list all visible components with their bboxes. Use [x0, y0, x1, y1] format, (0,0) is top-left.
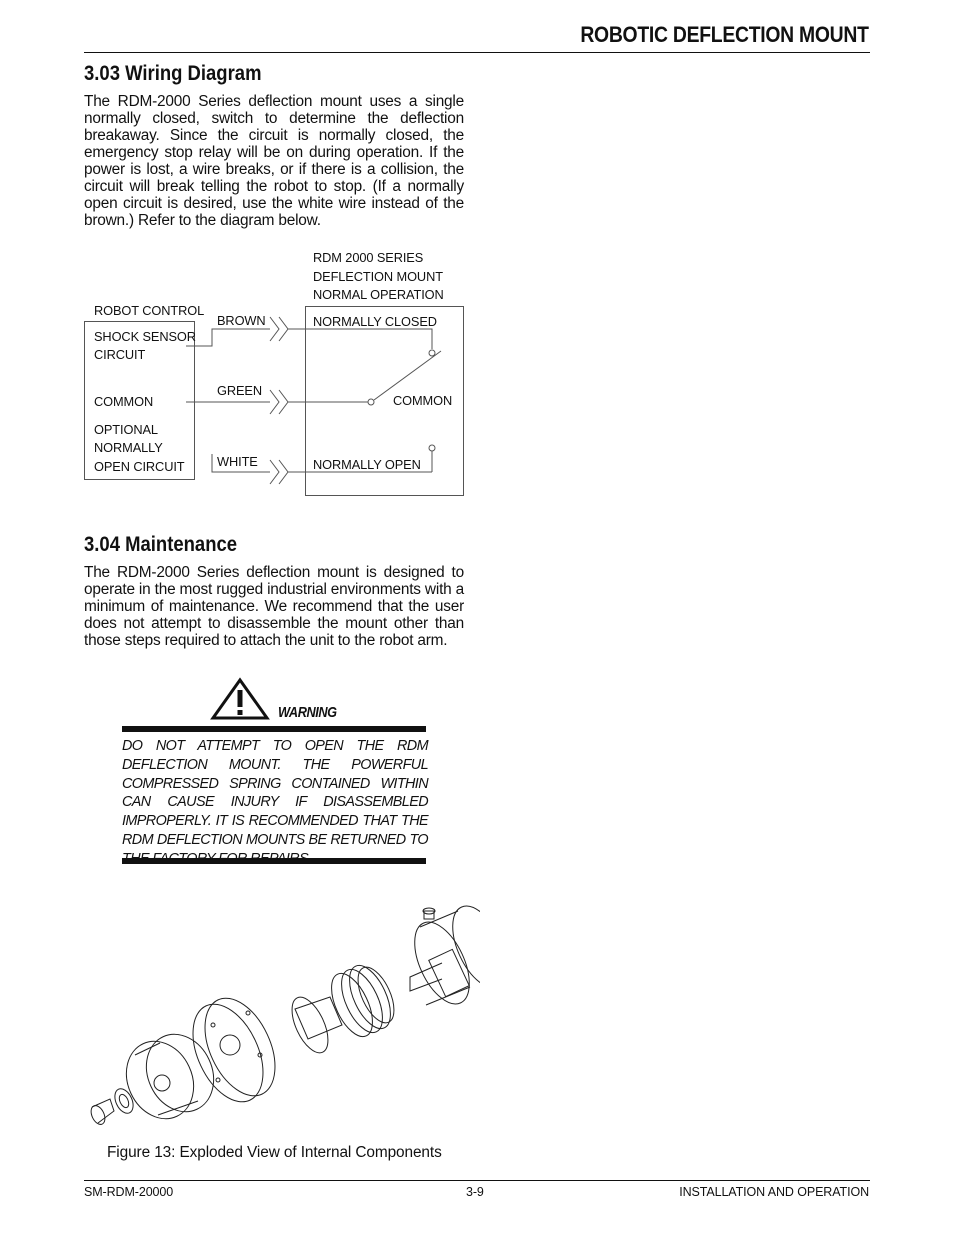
wire-brown-label: BROWN: [217, 313, 266, 328]
maintenance-paragraph: The RDM-2000 Series deflection mount is designed to operate in the most rugged industrial environments with a minimum of maintenance. We recommend that the user does not attempt to disassemble the mount other than those steps required to attach the unit to the robot arm.: [84, 564, 464, 649]
normally-closed-label: NORMALLY CLOSED: [313, 314, 437, 329]
warning-top-bar: [122, 726, 426, 732]
wire-green-label: GREEN: [217, 383, 263, 398]
robot-control-label: ROBOT CONTROL: [94, 303, 205, 318]
footer-doc-id: SM-RDM-20000: [84, 1185, 174, 1199]
brown-chevron-1: [270, 317, 279, 341]
no-contact: [429, 445, 435, 451]
warning-triangle-icon: [210, 677, 270, 721]
page-header-title: ROBOTIC DEFLECTION MOUNT: [580, 22, 869, 47]
warning-body: DO NOT ATTEMPT TO OPEN THE RDM DEFLECTION MOUNT. THE POWERFUL COMPRESSED SPRING CONTAINED WITHIN CAN CAUSE INJURY IF DISASSEMBLED IMPROPERLY. IT IS RECOMMENDED THAT THE RDM DEFLECTION MOUNTS BE RETURNED TO: [122, 738, 428, 848]
optional-label-2: NORMALLY: [94, 440, 163, 455]
shock-sensor-label-2: CIRCUIT: [94, 347, 146, 362]
footer-rule: [84, 1180, 870, 1181]
optional-label-1: OPTIONAL: [94, 422, 158, 437]
brown-wire: [186, 329, 270, 346]
white-chevron-1: [270, 460, 279, 484]
mount-title-line3: NORMAL OPERATION: [313, 287, 444, 302]
figure-caption: Figure 13: Exploded View of Internal Components: [107, 1144, 442, 1161]
common-right-label: COMMON: [393, 393, 453, 408]
exploded-view-illustration: [80, 905, 480, 1130]
shock-sensor-label-1: SHOCK SENSOR: [94, 329, 196, 344]
footer-section: INSTALLATION AND OPERATION: [679, 1185, 869, 1199]
mount-title-line1: RDM 2000 SERIES: [313, 250, 424, 265]
common-left-label: COMMON: [94, 394, 154, 409]
mount-title-line2: DEFLECTION MOUNT: [313, 269, 443, 284]
wire-white-label: WHITE: [217, 454, 258, 469]
normally-open-label: NORMALLY OPEN: [313, 457, 421, 472]
nc-contact: [429, 350, 435, 356]
warning-label: WARNING: [278, 704, 337, 721]
optional-label-3: OPEN CIRCUIT: [94, 459, 185, 474]
white-chevron-2: [279, 460, 288, 484]
green-chevron-2: [279, 390, 288, 414]
wiring-paragraph: The RDM-2000 Series deflection mount uses a single normally closed, switch to determine the deflection breakaway. Since the circuit is normally closed, the emergency stop relay will be on during operation. If the power is lost, a wire breaks, or if there is a collision, the circuit will break telling the robot to stop. (If a normally open circuit is desired, use the white wire instead of the brown.) Refer to the diagram below.: [84, 93, 464, 229]
nc-contact-wire: [305, 329, 432, 349]
common-contact: [368, 399, 374, 405]
section-heading-wiring: 3.03 Wiring Diagram: [84, 62, 262, 85]
footer-page-number: 3-9: [466, 1185, 484, 1199]
green-chevron-1: [270, 390, 279, 414]
warning-bottom-bar: [122, 858, 426, 864]
brown-chevron-2: [279, 317, 288, 341]
section-heading-maintenance: 3.04 Maintenance: [84, 533, 238, 556]
